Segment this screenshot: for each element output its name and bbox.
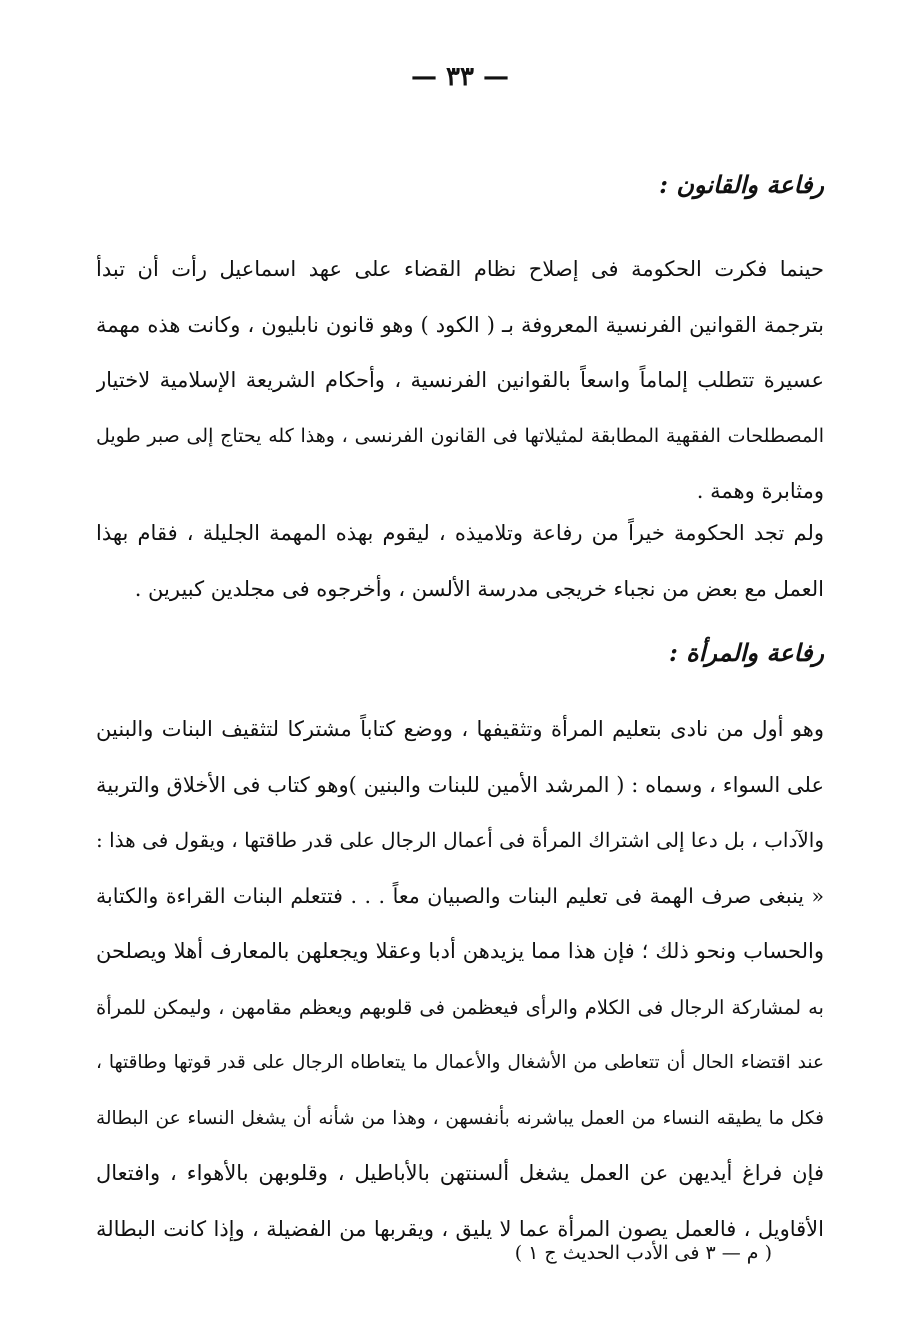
text-line: والحساب ونحو ذلك ؛ فإن هذا مما يزيدهن أدبا وعقلا ويجعلهن بالمعارف أهلا ويصلحن [96,939,824,963]
text-line: « ينبغى صرف الهمة فى تعليم البنات والصبيان معاً . . . فتتعلم البنات القراءة والكتابة [96,883,824,908]
text-line: به لمشاركة الرجال فى الكلام والرأى فيعظمن فى قلوبهم ويعظم مقامهن ، وليمكن للمرأة [96,995,824,1019]
text-line: فإن فراغ أيديهن عن العمل يشغل ألسنتهن بالأباطيل ، وقلوبهن بالأهواء ، وافتعال [96,1161,824,1185]
paragraph-law-1 [96,242,824,520]
text-line: الأقاويل ، فالعمل يصون المرأة عما لا يليق ، ويقربها من الفضيلة ، وإذا كانت البطالة [96,1216,824,1241]
text-line: عسيرة تتطلب إلماماً واسعاً بالقوانين الفرنسية ، وأحكام الشريعة الإسلامية لاختيار [96,368,824,392]
paragraph-law-2 [96,506,824,617]
text-line: والآداب ، بل دعا إلى اشتراك المرأة فى أعمال الرجال على قدر طاقتها ، ويقول فى هذا : [96,828,824,852]
text-line: العمل مع بعض من نجباء خريجى مدرسة الألسن ، وأخرجوه فى مجلدين كبيرين . [134,576,824,601]
text-line: ولم تجد الحكومة خيراً من رفاعة وتلاميذه ، ليقوم بهذه المهمة الجليلة ، فقام بهذا [96,521,824,545]
text-line: المصطلحات الفقهية المطابقة لمثيلاتها فى القانون الفرنسى ، وهذا كله يحتاج إلى صبر طويل [96,424,824,447]
text-line: وهو أول من نادى بتعليم المرأة وتثقيفها ، ووضع كتاباً مشتركا لتثقيف البنات والبنين [96,717,824,741]
text-line: حينما فكرت الحكومة فى إصلاح نظام القضاء على عهد اسماعيل رأت أن تبدأ [96,257,824,281]
text-line: على السواء ، وسماه : ( المرشد الأمين للبنات والبنين )وهو كتاب فى الأخلاق والتربية [96,772,824,797]
page-number: — ٣٣ — [410,62,510,92]
paragraph-woman-1 [96,702,824,1257]
text-line: عند اقتضاء الحال أن تتعاطى من الأشغال والأعمال ما يتعاطاه الرجال على قدر قوتها وطاقتها ، [96,1052,824,1073]
text-line: ومثابرة وهمة . [696,479,824,503]
section-heading-rifaa-and-woman: رفاعة والمرأة : [668,638,824,667]
section-heading-rifaa-and-law: رفاعة والقانون : [659,170,824,199]
text-line: فكل ما يطيقه النساء من العمل يباشرنه بأنفسهن ، وهذا من شأنه أن يشغل النساء عن البطالة [96,1107,824,1129]
footnote-signature: ( م — ٣ فى الأدب الحديث ج ١ ) [514,1242,772,1264]
text-line: بترجمة القوانين الفرنسية المعروفة بـ ( الكود ) وهو قانون نابليون ، وكانت هذه مهمة [96,312,824,337]
